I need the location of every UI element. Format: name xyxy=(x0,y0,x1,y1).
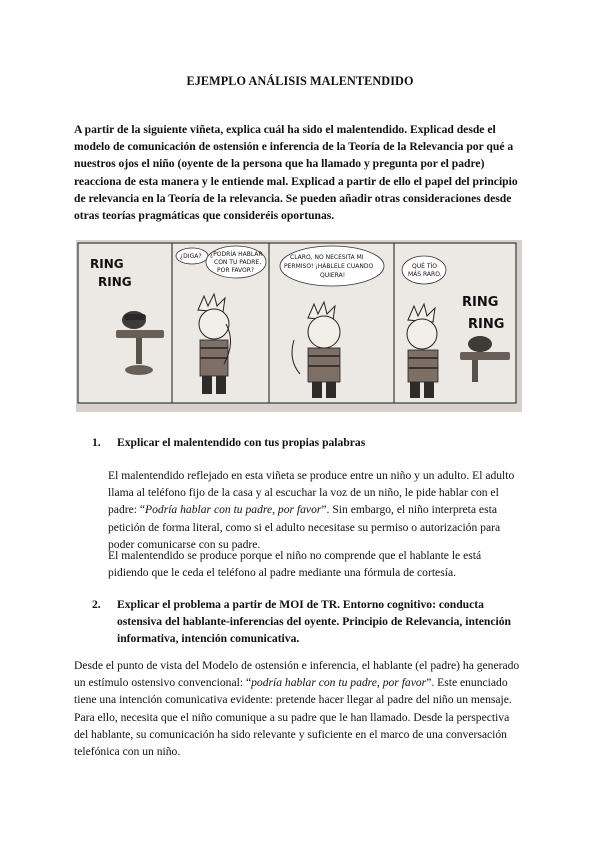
question-1-number: 1. xyxy=(92,436,101,449)
answer-1-paragraph-1 xyxy=(108,467,520,553)
sfx-ring-left-1: RING xyxy=(90,257,124,271)
comic-strip-image xyxy=(76,240,522,412)
question-1-title: Explicar el malentendido con tus propias palabras xyxy=(117,436,366,449)
sfx-ring-right-1: RING xyxy=(462,295,499,310)
body-text-a: Desde el punto de vista del Modelo de ostensión e inferencia, el hablante (el padre) ha generado un estímulo ostensivo convencional: “ xyxy=(74,659,520,690)
comic-strip xyxy=(76,240,522,412)
sfx-ring-left-2: RING xyxy=(98,275,132,289)
task-instructions: A partir de la siguiente viñeta, explica cuál ha sido el malentendido. Explicad desde el modelo de comunicación de ostensión e inferencia de la Teoría de la Relevancia por qué a nuestros ojos el niño (oyente de la persona que ha llamado y pregunta por el padre) reacciona de esta manera y le entiende mal. Explicad a partir de ello el papel del principio de relevancia en la Teoría de la relevancia. Se pueden añadir otras consideraciones desde otras teorías pragmáticas que consideréis oportunas. xyxy=(74,123,518,223)
answer-1-quote: Podría hablar con tu padre, por favor xyxy=(145,503,322,517)
question-2-number: 2. xyxy=(92,598,101,611)
question-2-title: Explicar el problema a partir de MOI de TR. Entorno cognitivo: conducta ostensiva del hablante-inferencias del oyente. Principio de Relevancia, intención informativa, intención comunicativa. xyxy=(117,598,511,645)
speech-bubble-answer-line3: QUIERA! xyxy=(320,272,346,279)
answer-1-text-b: ”. Sin embargo, el niño interpreta esta petición de forma literal, como si el adulto necesitase su permiso o autorización para poder comunicarse con su padre. xyxy=(108,503,501,551)
speech-bubble-answer-line2: PERMISO! ¡HÁBLELE CUANDO xyxy=(284,263,374,270)
speech-bubble-request-line2: CON TU PADRE, xyxy=(214,259,262,266)
speech-bubble-diga: ¿DIGA? xyxy=(180,253,202,260)
speech-bubble-answer-line1: CLARO, NO NECESITA MI xyxy=(290,254,364,261)
speech-bubble-request-line1: ¿PODRÍA HABLAR xyxy=(210,251,263,258)
answer-1-text-a: El malentendido reflejado en esta viñeta se produce entre un niño y un adulto. El adulto llama al teléfono fijo de la casa y al escuchar la voz de un niño, le pide hablar con el padre: “ xyxy=(108,469,515,517)
sfx-ring-right-2: RING xyxy=(468,317,505,332)
answer-1-paragraph-2: El malentendido se produce porque el niño no comprende que el hablante le está pidiendo que le ceda el teléfono al padre mediante una fórmula de cortesía. xyxy=(108,549,482,580)
speech-bubble-request-line3: POR FAVOR? xyxy=(217,267,255,274)
body-text-b: ”. Este enunciado tiene una intención comunicativa evidente: pretende hacer llegar al padre del niño un mensaje. Para ello, necesita que el niño comunique a su padre que le han llamado. Desde la perspectiva del hablante, su comunicación ha sido relevante y suficiente en el marco de una conversación telefónica con un niño. xyxy=(74,676,512,759)
body-paragraph xyxy=(74,657,522,760)
speech-bubble-weird-line2: MÁS RARO. xyxy=(408,271,442,278)
document-title: EJEMPLO ANÁLISIS MALENTENDIDO xyxy=(186,74,414,88)
speech-bubble-weird-line1: QUÉ TÍO xyxy=(412,263,437,270)
body-quote: podría hablar con tu padre, por favor xyxy=(251,676,427,690)
